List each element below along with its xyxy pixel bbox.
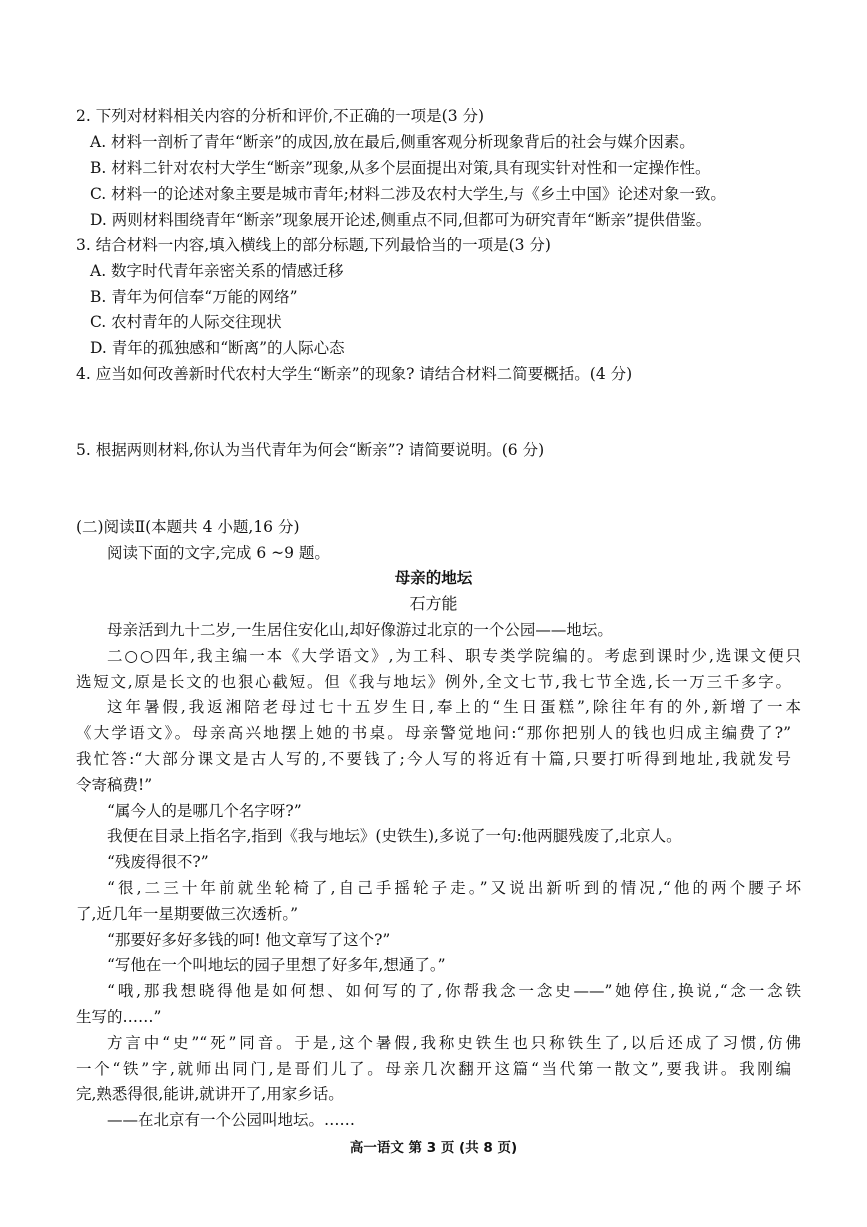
- article-line: 二○○四年,我主编一本《大学语文》,为工科、职专类学院编的。考虑到课时少,选课文便只: [107, 647, 801, 665]
- question-2-option-b: B. 材料二针对农村大学生“断亲”现象,从多个层面提出对策,具有现实针对性和一定操作性。: [90, 159, 711, 177]
- page-footer: 高一语文 第 3 页 (共 8 页): [349, 1140, 518, 1156]
- article-line: ——在北京有一个公园叫地坛。……: [107, 1111, 356, 1129]
- article-line: 了,近几年一星期要做三次透析。”: [76, 905, 299, 923]
- article-line: 选短文,原是长文的也狠心截短。但《我与地坛》例外,全文七节,我七节全选,长一万三千多字。: [76, 673, 791, 691]
- section-instruction: 阅读下面的文字,完成 6 ~9 题。: [107, 544, 330, 562]
- article-line: 完,熟悉得很,能讲,就讲开了,用家乡话。: [76, 1085, 344, 1103]
- article-line: 令寄稿费!”: [76, 776, 153, 794]
- article-author: 石方能: [409, 594, 458, 613]
- article-line: 母亲活到九十二岁,一生居住安化山,却好像游过北京的一个公园——地坛。: [107, 621, 613, 639]
- question-2-option-a: A. 材料一剖析了青年“断亲”的成因,放在最后,侧重客观分析现象背后的社会与媒介因素。: [90, 133, 695, 151]
- section-heading: (二)阅读Ⅱ(本题共 4 小题,16 分): [76, 518, 300, 536]
- article-line: 方言中“史”“死”同音。于是,这个暑假,我称史铁生也只称铁生了,以后还成了习惯,仿佛: [107, 1034, 801, 1052]
- article-line: “残废得很不?”: [107, 853, 209, 871]
- question-4-stem: 4. 应当如何改善新时代农村大学生“断亲”的现象? 请结合材料二简要概括。(4 分): [76, 365, 633, 383]
- article-line: 这年暑假,我返湘陪老母过七十五岁生日,奉上的“生日蛋糕”,除往年有的外,新增了一本: [107, 698, 801, 716]
- article-line: “属今人的是哪几个名字呀?”: [107, 802, 302, 820]
- question-5-stem: 5. 根据两则材料,你认为当代青年为何会“断亲”? 请简要说明。(6 分): [76, 441, 545, 459]
- question-2-option-d: D. 两则材料围绕青年“断亲”现象展开论述,侧重点不同,但都可为研究青年“断亲”提供借鉴。: [90, 211, 712, 229]
- article-line: “写他在一个叫地坛的园子里想了好多年,想通了。”: [107, 956, 446, 974]
- article-line: 生写的……”: [76, 1008, 162, 1026]
- question-3-stem: 3. 结合材料一内容,填入横线上的部分标题,下列最恰当的一项是(3 分): [76, 236, 551, 254]
- question-3-option-c: C. 农村青年的人际交往现状: [90, 313, 282, 331]
- article-line: 我便在目录上指名字,指到《我与地坛》(史铁生),多说了一句:他两腿残废了,北京人。: [107, 827, 682, 845]
- article-line: 《大学语文》。母亲高兴地摆上她的书桌。母亲警觉地问:“那你把别人的钱也归成主编费了?”: [76, 724, 791, 742]
- article-line: 一个“铁”字,就师出同门,是哥们儿了。母亲几次翻开这篇“当代第一散文”,要我讲。我刚编: [76, 1060, 791, 1078]
- article-line: 我忙答:“大部分课文是古人写的,不要钱了;今人写的将近有十篇,只要打听得到地址,我就发号: [76, 750, 791, 768]
- article-line: “哦,那我想晓得他是如何想、如何写的了,你帮我念一念史——”她停住,换说,“念一念铁: [107, 982, 801, 1000]
- article-title: 母亲的地坛: [394, 569, 473, 587]
- question-2-option-c: C. 材料一的论述对象主要是城市青年;材料二涉及农村大学生,与《乡土中国》论述对象一致。: [90, 185, 726, 203]
- article-line: “很,二三十年前就坐轮椅了,自己手摇轮子走。”又说出新听到的情况,“他的两个腰子坏: [107, 879, 801, 897]
- question-3-option-b: B. 青年为何信奉“万能的网络”: [90, 288, 298, 306]
- question-3-option-a: A. 数字时代青年亲密关系的情感迁移: [90, 262, 344, 280]
- question-3-option-d: D. 青年的孤独感和“断离”的人际心态: [90, 339, 345, 357]
- article-line: “那要好多好多钱的呵! 他文章写了这个?”: [107, 931, 391, 949]
- question-2-stem: 2. 下列对材料相关内容的分析和评价,不正确的一项是(3 分): [76, 107, 485, 125]
